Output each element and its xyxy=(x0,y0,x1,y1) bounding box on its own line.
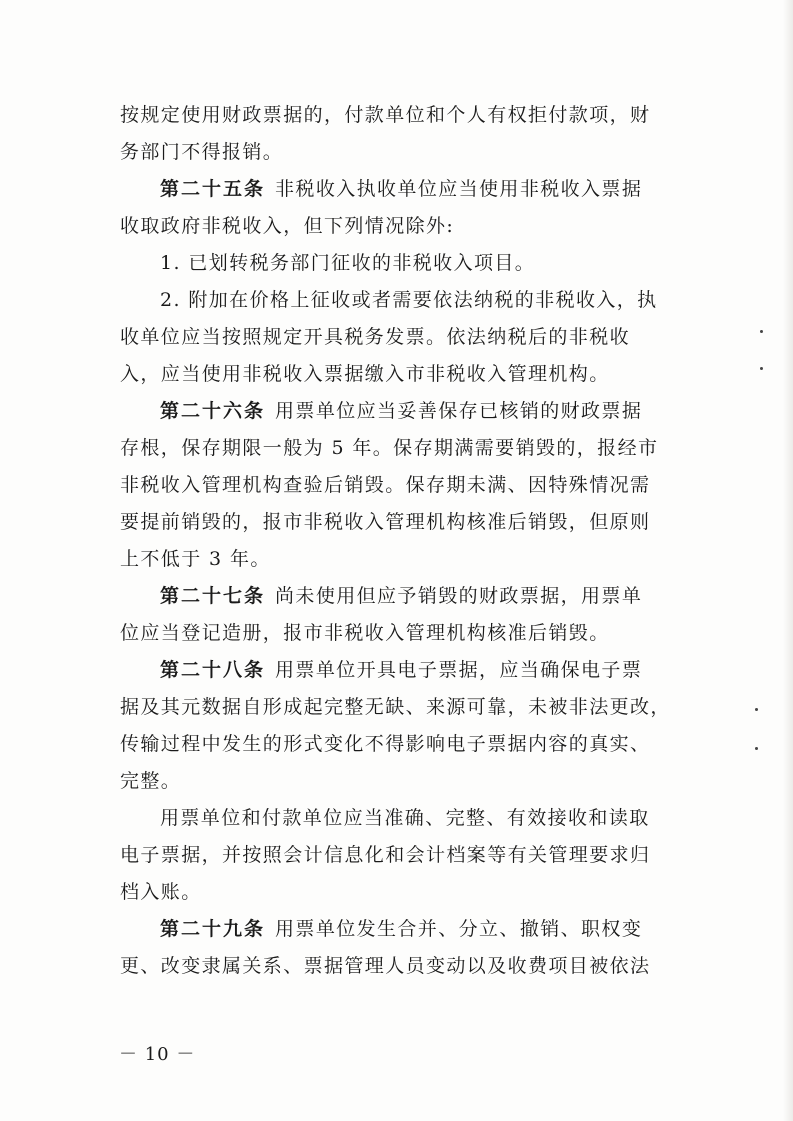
document-body xyxy=(120,103,680,991)
line-text: 更、改变隶属关系、票据管理人员变动以及收费项目被依法 xyxy=(120,955,651,977)
scan-speck xyxy=(760,330,763,333)
text-line xyxy=(120,806,680,831)
line-text: 1. 已划转税务部门征收的非税收入项目。 xyxy=(160,252,536,274)
scan-speck xyxy=(760,367,763,370)
article-heading: 第二十八条 xyxy=(160,659,266,681)
line-text: 收取政府非税收入，但下列情况除外: xyxy=(120,215,455,237)
text-line xyxy=(120,325,680,350)
text-line xyxy=(120,140,680,165)
text-line xyxy=(120,769,680,794)
line-text: 务部门不得报销。 xyxy=(120,141,284,163)
article-heading: 第二十六条 xyxy=(160,400,266,422)
page-number: － 10 － xyxy=(119,1044,196,1065)
line-text: 尚未使用但应予销毁的财政票据，用票单 xyxy=(275,585,643,607)
line-text: 档入账。 xyxy=(120,881,202,903)
article-heading: 第二十七条 xyxy=(160,585,266,607)
text-line xyxy=(120,732,680,757)
line-text: 非税收入执收单位应当使用非税收入票据 xyxy=(275,178,643,200)
line-text: 位应当登记造册，报市非税收入管理机构核准后销毁。 xyxy=(120,622,610,644)
text-line xyxy=(120,954,680,979)
text-line xyxy=(120,177,680,202)
text-line xyxy=(120,880,680,905)
text-line xyxy=(120,584,680,609)
text-line xyxy=(120,251,680,276)
text-line xyxy=(120,288,680,313)
article-heading: 第二十九条 xyxy=(160,918,266,940)
text-line xyxy=(120,399,680,424)
text-line xyxy=(120,103,680,128)
line-text: 非税收入管理机构查验后销毁。保存期未满、因特殊情况需 xyxy=(120,474,651,496)
scan-speck xyxy=(755,747,758,750)
line-text: 收单位应当按照规定开具税务发票。依法纳税后的非税收 xyxy=(120,326,631,348)
line-text: 用票单位开具电子票据，应当确保电子票 xyxy=(275,659,643,681)
line-text: 传输过程中发生的形式变化不得影响电子票据内容的真实、 xyxy=(120,733,651,755)
text-line xyxy=(120,547,680,572)
line-text: 用票单位应当妥善保存已核销的财政票据 xyxy=(275,400,643,422)
text-line xyxy=(120,473,680,498)
line-text: 入，应当使用非税收入票据缴入市非税收入管理机构。 xyxy=(120,363,610,385)
text-line xyxy=(120,843,680,868)
scan-edge-shadow xyxy=(783,0,793,1121)
line-text: 要提前销毁的，报市非税收入管理机构核准后销毁，但原则 xyxy=(120,511,651,533)
article-heading: 第二十五条 xyxy=(160,178,266,200)
line-text: 完整。 xyxy=(120,770,182,792)
text-line xyxy=(120,695,680,720)
line-text: 2. 附加在价格上征收或者需要依法纳税的非税收入，执 xyxy=(160,289,658,311)
text-line xyxy=(120,214,680,239)
line-text: 按规定使用财政票据的，付款单位和个人有权拒付款项，财 xyxy=(120,104,651,126)
line-text: 存根，保存期限一般为 5 年。保存期满需要销毁的，报经市 xyxy=(120,437,659,459)
line-text: 上不低于 3 年。 xyxy=(120,548,271,570)
scan-speck xyxy=(755,708,758,711)
text-line xyxy=(120,362,680,387)
line-text: 用票单位发生合并、分立、撤销、职权变 xyxy=(275,918,643,940)
line-text: 据及其元数据自形成起完整无缺、来源可靠，未被非法更改， xyxy=(120,696,671,718)
line-text: 电子票据，并按照会计信息化和会计档案等有关管理要求归 xyxy=(120,844,651,866)
line-text: 用票单位和付款单位应当准确、完整、有效接收和读取 xyxy=(160,807,650,829)
text-line xyxy=(120,436,680,461)
text-line xyxy=(120,658,680,683)
text-line xyxy=(120,621,680,646)
text-line xyxy=(120,917,680,942)
text-line xyxy=(120,510,680,535)
